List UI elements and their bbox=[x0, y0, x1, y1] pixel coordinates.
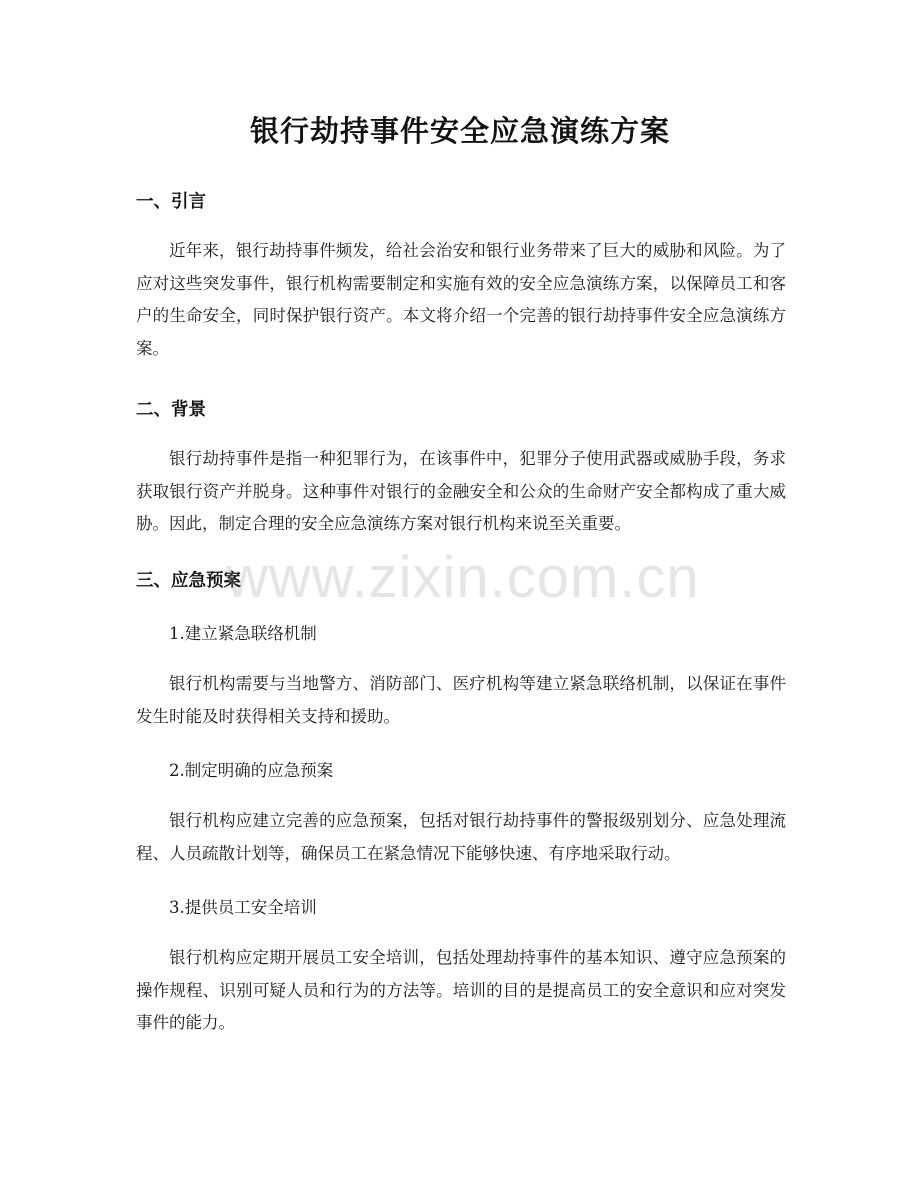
watermark: www.zixin.com.cn bbox=[226, 545, 700, 610]
subsection-paragraph-emergency-plan: 银行机构应建立完善的应急预案，包括对银行劫持事件的警报级别划分、应急处理流程、人员疏散计划等，确保员工在紧急情况下能够快速、有序地采取行动。 bbox=[136, 811, 786, 863]
section-paragraph-background: 银行劫持事件是指一种犯罪行为，在该事件中，犯罪分子使用武器或威胁手段，务求获取银行资产并脱身。这种事件对银行的金融安全和公众的生命财产安全都构成了重大威胁。因此，制定合理的安全应急演练方案对银行机构来说至关重要。 bbox=[136, 449, 786, 533]
subsection-title-emergency-plan: 2.制定明确的应急预案 bbox=[169, 761, 334, 780]
section-heading-introduction: 一、引言 bbox=[136, 192, 206, 212]
document-title: 银行劫持事件安全应急演练方案 bbox=[249, 114, 670, 148]
section-paragraph-introduction: 近年来，银行劫持事件频发，给社会治安和银行业务带来了巨大的威胁和风险。为了应对这些突发事件，银行机构需要制定和实施有效的安全应急演练方案，以保障员工和客户的生命安全，同时保护银行资产。本文将介绍一个完善的银行劫持事件安全应急演练方案。 bbox=[136, 241, 786, 358]
section-heading-emergency-plan: 三、应急预案 bbox=[136, 571, 241, 591]
subsection-paragraph-contact-mechanism: 银行机构需要与当地警方、消防部门、医疗机构等建立紧急联络机制，以保证在事件发生时能及时获得相关支持和援助。 bbox=[136, 674, 786, 726]
subsection-title-contact-mechanism: 1.建立紧急联络机制 bbox=[169, 624, 317, 643]
subsection-title-staff-training: 3.提供员工安全培训 bbox=[169, 898, 317, 917]
section-heading-background: 二、背景 bbox=[136, 400, 206, 420]
subsection-paragraph-staff-training: 银行机构应定期开展员工安全培训，包括处理劫持事件的基本知识、遵守应急预案的操作规程、识别可疑人员和行为的方法等。培训的目的是提高员工的安全意识和应对突发事件的能力。 bbox=[136, 948, 786, 1032]
